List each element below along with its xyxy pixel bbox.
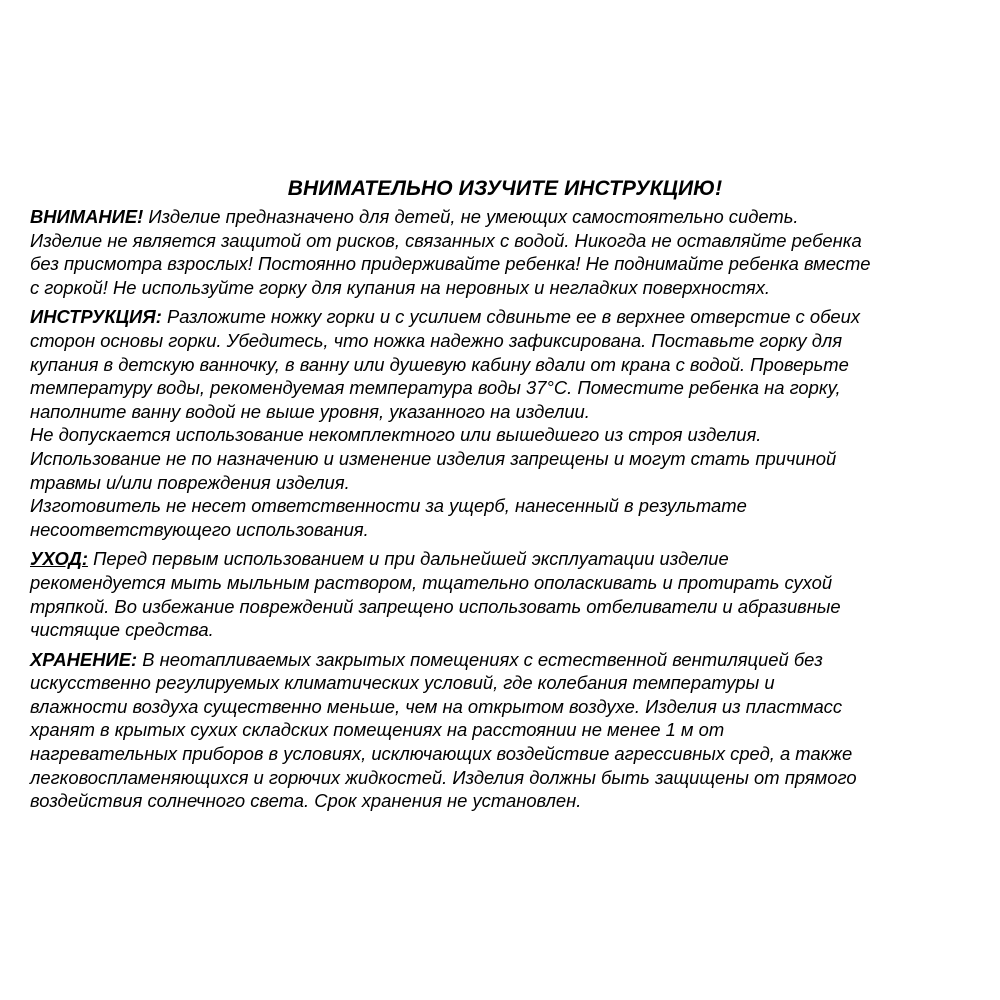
instruction-line-4: температуру воды, рекомендуемая температура воды 37°С. Поместите ребенка на горку, bbox=[30, 377, 841, 399]
storage-line-5: нагревательных приборов в условиях, исключающих воздействие агрессивных сред, а также bbox=[30, 743, 853, 765]
warning-line-2: Изделие не является защитой от рисков, связанных с водой. Никогда не оставляйте ребенка bbox=[30, 229, 862, 251]
instruction-section bbox=[30, 305, 980, 541]
care-line-3: тряпкой. Во избежание повреждений запрещено использовать отбеливатели и абразивные bbox=[30, 595, 841, 617]
storage-line-6: легковоспламеняющихся и горючих жидкостей. Изделия должны быть защищены от прямого bbox=[30, 766, 857, 788]
storage-line-2: искусственно регулируемых климатических условий, где колебания температуры и bbox=[30, 672, 775, 694]
storage-text: В неотапливаемых закрытых помещениях с естественной вентиляцией без bbox=[137, 648, 823, 670]
care-label: УХОД: bbox=[30, 548, 88, 570]
warning-section bbox=[30, 205, 980, 299]
instruction-line-8: травмы и/или повреждения изделия. bbox=[30, 471, 350, 493]
instruction-document bbox=[30, 176, 980, 819]
storage-section bbox=[30, 648, 980, 813]
care-line-2: рекомендуется мыть мыльным раствором, тщательно ополаскивать и протирать сухой bbox=[30, 571, 833, 593]
instruction-label: ИНСТРУКЦИЯ: bbox=[30, 306, 162, 328]
instruction-line-9: Изготовитель не несет ответственности за ущерб, нанесенный в результате bbox=[30, 495, 747, 517]
instruction-text: Разложите ножку горки и с усилием сдвиньте ее в верхнее отверстие с обеих bbox=[161, 306, 861, 328]
storage-line-1 bbox=[30, 648, 980, 672]
care-text: Перед первым использованием и при дальнейшей эксплуатации изделие bbox=[87, 548, 729, 570]
storage-line-4: хранят в крытых сухих складских помещениях на расстоянии не менее 1 м от bbox=[30, 719, 725, 741]
instruction-line-1 bbox=[30, 305, 980, 329]
warning-line-1 bbox=[30, 205, 980, 229]
care-section bbox=[30, 547, 980, 641]
warning-text: Изделие предназначено для детей, не умеющих самостоятельно сидеть. bbox=[143, 206, 799, 227]
instruction-line-5: наполните ванну водой не выше уровня, указанного на изделии. bbox=[30, 400, 590, 422]
instruction-line-7: Использование не по назначению и изменение изделия запрещены и могут стать причиной bbox=[30, 447, 837, 469]
care-line-1 bbox=[30, 547, 980, 571]
instruction-line-10: несоответствующего использования. bbox=[30, 518, 369, 540]
care-line-4: чистящие средства. bbox=[30, 619, 214, 641]
instruction-line-3: купания в детскую ванночку, в ванну или душевую кабину вдали от крана с водой. Проверьте bbox=[30, 353, 849, 375]
storage-line-7: воздействия солнечного света. Срок хранения не установлен. bbox=[30, 790, 582, 812]
instruction-line-6: Не допускается использование некомплектного или вышедшего из строя изделия. bbox=[30, 424, 762, 446]
document-title: ВНИМАТЕЛЬНО ИЗУЧИТЕ ИНСТРУКЦИЮ! bbox=[287, 177, 723, 200]
storage-line-3: влажности воздуха существенно меньше, чем на открытом воздухе. Изделия из пластмасс bbox=[30, 695, 843, 717]
warning-label: ВНИМАНИЕ! bbox=[30, 206, 144, 227]
instruction-line-2: сторон основы горки. Убедитесь, что ножка надежно зафиксирована. Поставьте горку для bbox=[30, 329, 843, 351]
storage-label: ХРАНЕНИЕ: bbox=[30, 648, 138, 670]
warning-line-3: без присмотра взрослых! Постоянно придерживайте ребенка! Не поднимайте ребенка вместе bbox=[30, 253, 871, 275]
warning-line-4: с горкой! Не используйте горку для купания на неровных и негладких поверхностях. bbox=[30, 276, 771, 298]
